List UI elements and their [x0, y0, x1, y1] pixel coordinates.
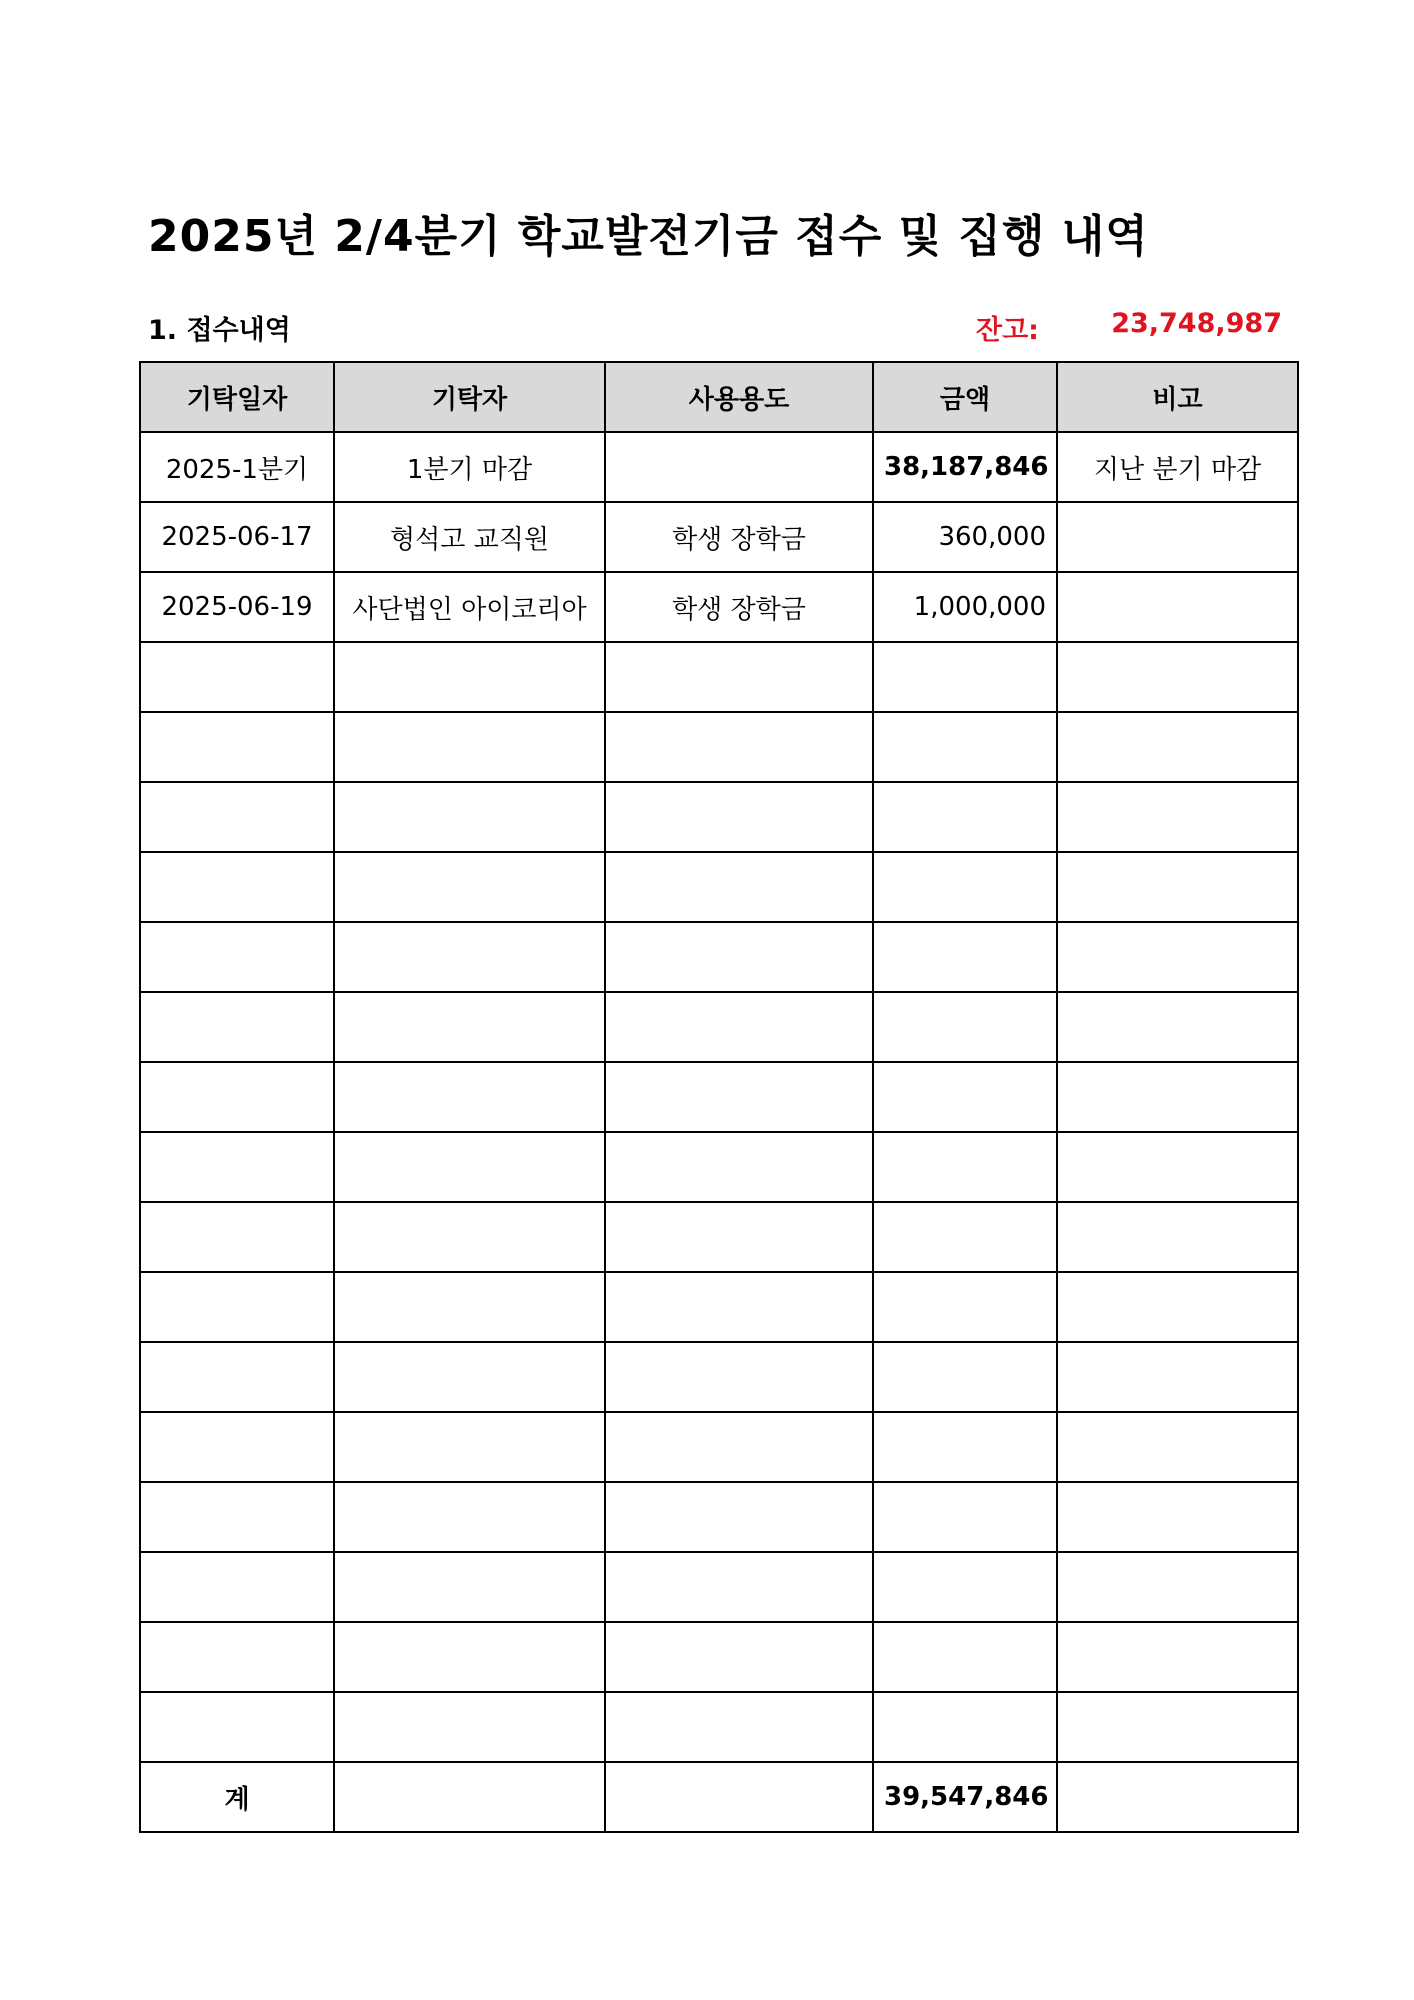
cell-note — [1057, 1692, 1298, 1762]
cell-donor — [334, 1272, 605, 1342]
cell-note — [1057, 1342, 1298, 1412]
cell-purpose — [605, 1202, 873, 1272]
table-row — [140, 1202, 1298, 1272]
total-empty-cell — [334, 1762, 605, 1832]
cell-date — [140, 1132, 334, 1202]
cell-purpose: 학생 장학금 — [605, 572, 873, 642]
cell-purpose — [605, 1272, 873, 1342]
cell-amount: 360,000 — [873, 502, 1057, 572]
table-row — [140, 1132, 1298, 1202]
cell-donor — [334, 712, 605, 782]
cell-date — [140, 1272, 334, 1342]
total-row — [140, 1762, 1298, 1832]
header-note: 비고 — [1057, 362, 1298, 432]
cell-purpose — [605, 1132, 873, 1202]
receipts-table — [139, 361, 1299, 1833]
cell-amount — [873, 642, 1057, 712]
cell-donor — [334, 1062, 605, 1132]
cell-purpose — [605, 782, 873, 852]
cell-purpose — [605, 432, 873, 502]
total-amount: 39,547,846 — [873, 1762, 1057, 1832]
cell-note — [1057, 1482, 1298, 1552]
cell-date — [140, 782, 334, 852]
cell-amount — [873, 712, 1057, 782]
table-row — [140, 1552, 1298, 1622]
cell-date — [140, 1342, 334, 1412]
table-row — [140, 782, 1298, 852]
cell-donor — [334, 1342, 605, 1412]
cell-amount — [873, 782, 1057, 852]
table-row — [140, 1272, 1298, 1342]
cell-date — [140, 1482, 334, 1552]
cell-donor — [334, 922, 605, 992]
cell-donor: 사단법인 아이코리아 — [334, 572, 605, 642]
cell-donor — [334, 852, 605, 922]
cell-purpose — [605, 1622, 873, 1692]
table-row — [140, 1412, 1298, 1482]
table-row — [140, 1342, 1298, 1412]
cell-note — [1057, 1132, 1298, 1202]
cell-note — [1057, 922, 1298, 992]
cell-purpose — [605, 1482, 873, 1552]
table-row — [140, 432, 1298, 502]
cell-note — [1057, 1622, 1298, 1692]
cell-donor — [334, 642, 605, 712]
total-label: 계 — [140, 1762, 334, 1832]
cell-note: 지난 분기 마감 — [1057, 432, 1298, 502]
cell-date — [140, 992, 334, 1062]
cell-donor — [334, 1412, 605, 1482]
cell-date — [140, 712, 334, 782]
cell-purpose — [605, 1692, 873, 1762]
table-row — [140, 852, 1298, 922]
cell-purpose — [605, 642, 873, 712]
table-row — [140, 1622, 1298, 1692]
cell-date — [140, 1062, 334, 1132]
cell-purpose — [605, 922, 873, 992]
cell-amount — [873, 1132, 1057, 1202]
cell-note — [1057, 852, 1298, 922]
cell-amount: 1,000,000 — [873, 572, 1057, 642]
cell-amount — [873, 1272, 1057, 1342]
cell-donor — [334, 1692, 605, 1762]
cell-note — [1057, 642, 1298, 712]
cell-amount — [873, 1412, 1057, 1482]
cell-purpose — [605, 1412, 873, 1482]
cell-note — [1057, 1272, 1298, 1342]
cell-note — [1057, 1412, 1298, 1482]
table-row — [140, 922, 1298, 992]
cell-date — [140, 1692, 334, 1762]
section-title: 1. 접수내역 — [148, 315, 291, 346]
cell-donor — [334, 1132, 605, 1202]
balance-value: 23,748,987 — [1111, 308, 1282, 339]
total-empty-cell — [1057, 1762, 1298, 1832]
table-header-row — [140, 362, 1298, 432]
cell-purpose: 학생 장학금 — [605, 502, 873, 572]
cell-donor — [334, 1622, 605, 1692]
table-row — [140, 642, 1298, 712]
cell-amount — [873, 1622, 1057, 1692]
cell-note — [1057, 712, 1298, 782]
table-row — [140, 992, 1298, 1062]
cell-date — [140, 1552, 334, 1622]
cell-donor — [334, 1482, 605, 1552]
cell-amount — [873, 1062, 1057, 1132]
table-row — [140, 1692, 1298, 1762]
cell-donor: 형석고 교직원 — [334, 502, 605, 572]
cell-donor — [334, 1202, 605, 1272]
total-empty-cell — [605, 1762, 873, 1832]
cell-amount — [873, 1692, 1057, 1762]
cell-note — [1057, 502, 1298, 572]
balance-label: 잔고: — [976, 315, 1039, 346]
cell-amount — [873, 1202, 1057, 1272]
cell-amount — [873, 1552, 1057, 1622]
cell-date — [140, 642, 334, 712]
cell-note — [1057, 1062, 1298, 1132]
cell-purpose — [605, 1342, 873, 1412]
cell-date — [140, 852, 334, 922]
table-row — [140, 1482, 1298, 1552]
cell-note — [1057, 1552, 1298, 1622]
cell-date — [140, 1412, 334, 1482]
header-amount: 금액 — [873, 362, 1057, 432]
cell-purpose — [605, 712, 873, 782]
cell-purpose — [605, 992, 873, 1062]
cell-donor — [334, 992, 605, 1062]
cell-date — [140, 1622, 334, 1692]
cell-date — [140, 922, 334, 992]
cell-note — [1057, 782, 1298, 852]
cell-note — [1057, 992, 1298, 1062]
cell-note — [1057, 1202, 1298, 1272]
page-title: 2025년 2/4분기 학교발전기금 접수 및 집행 내역 — [148, 211, 1149, 262]
cell-date — [140, 1202, 334, 1272]
cell-note — [1057, 572, 1298, 642]
cell-donor — [334, 782, 605, 852]
cell-purpose — [605, 1062, 873, 1132]
table-row — [140, 1062, 1298, 1132]
cell-date: 2025-06-17 — [140, 502, 334, 572]
table-row — [140, 712, 1298, 782]
cell-amount — [873, 1482, 1057, 1552]
cell-amount — [873, 922, 1057, 992]
cell-amount — [873, 852, 1057, 922]
cell-amount: 38,187,846 — [873, 432, 1057, 502]
cell-date: 2025-06-19 — [140, 572, 334, 642]
cell-purpose — [605, 1552, 873, 1622]
cell-donor — [334, 1552, 605, 1622]
cell-date: 2025-1분기 — [140, 432, 334, 502]
cell-amount — [873, 992, 1057, 1062]
cell-amount — [873, 1342, 1057, 1412]
header-purpose: 사용용도 — [605, 362, 873, 432]
header-donor: 기탁자 — [334, 362, 605, 432]
table-row — [140, 502, 1298, 572]
header-date: 기탁일자 — [140, 362, 334, 432]
cell-donor: 1분기 마감 — [334, 432, 605, 502]
cell-purpose — [605, 852, 873, 922]
table-row — [140, 572, 1298, 642]
